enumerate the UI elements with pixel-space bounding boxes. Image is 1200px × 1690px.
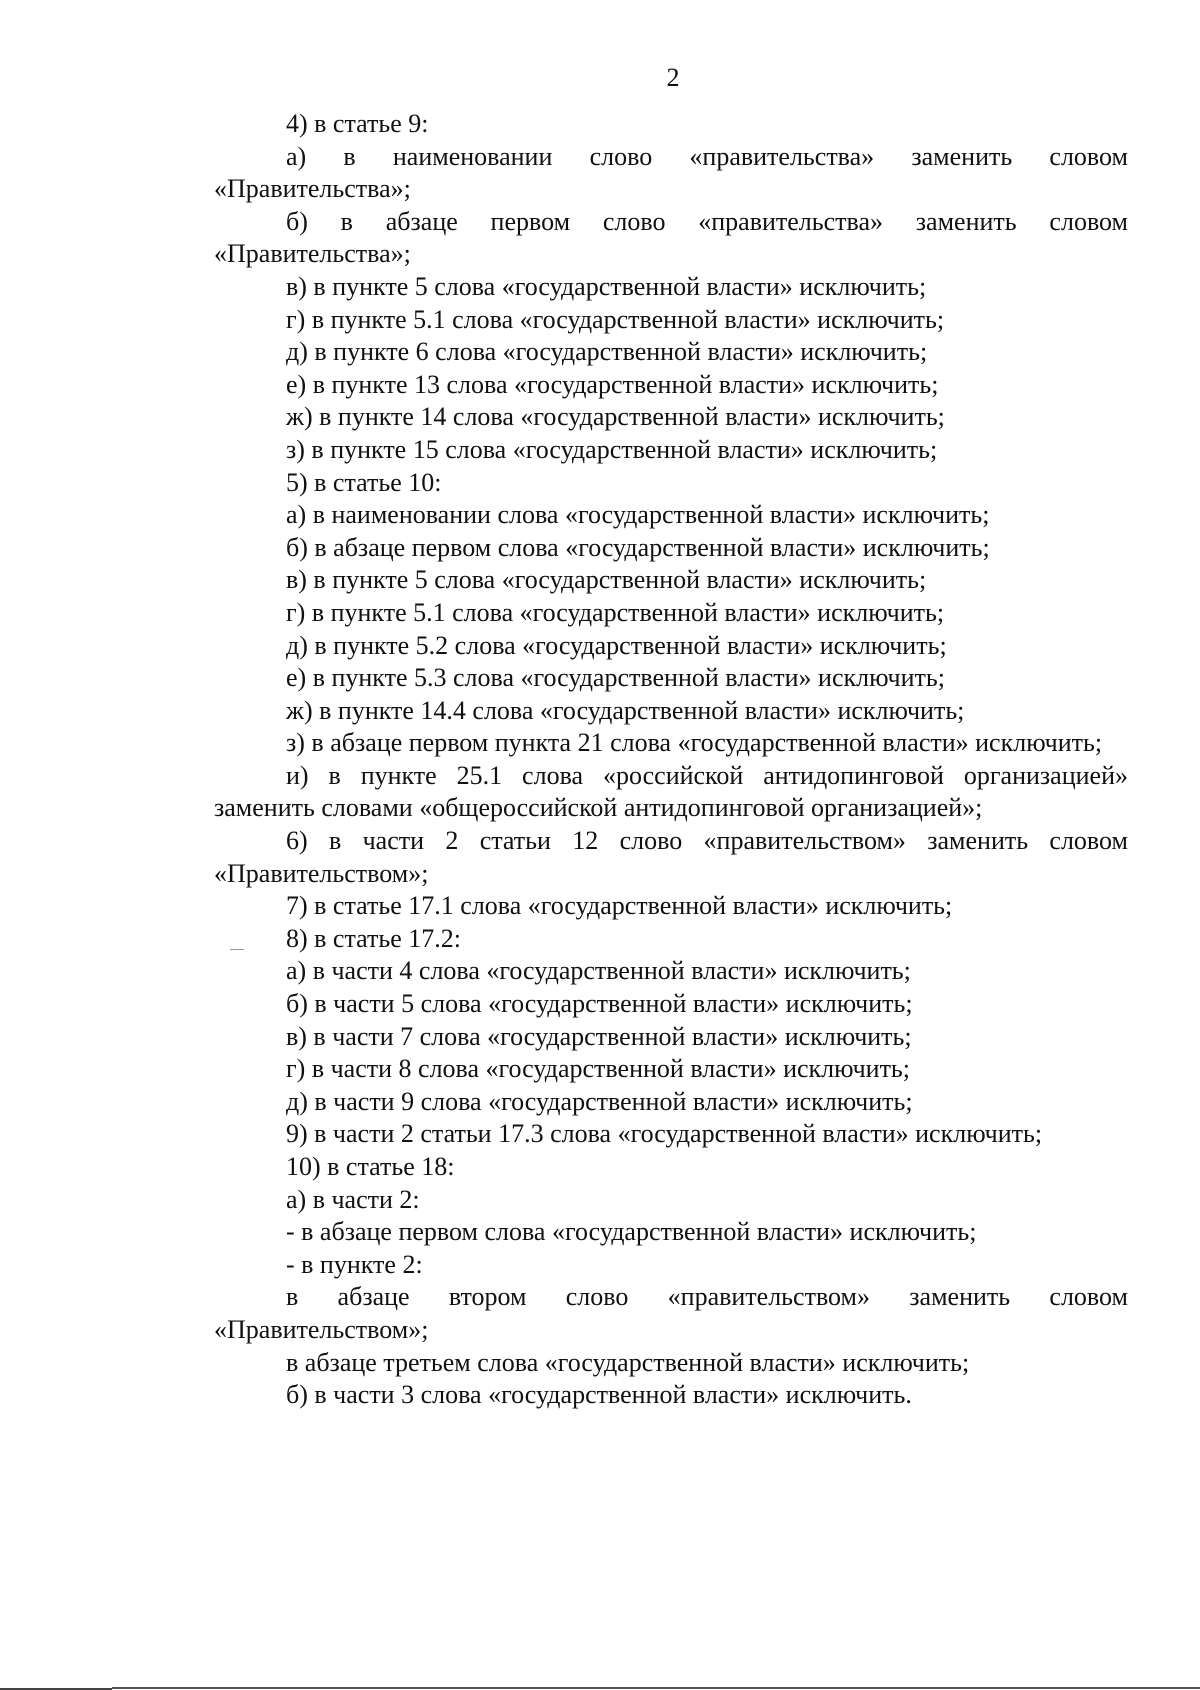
paragraph: д) в части 9 слова «государственной власти» исключить; [286,1086,913,1116]
paragraph: г) в части 8 слова «государственной власти» исключить; [286,1054,911,1084]
paragraph: з) в абзаце первом пункта 21 слова «государственной власти» исключить; [286,728,1103,758]
paragraph: 8) в статье 17.2: [286,923,462,953]
paragraph: 9) в части 2 статьи 17.3 слова «государственной власти» исключить; [286,1119,1043,1149]
paragraph: и) в пункте 25.1 слова «российской антидопинговой организацией» заменить словами «общероссийской антидопинговой организацией»; [214,760,1128,823]
paragraph: д) в пункте 5.2 слова «государственной власти» исключить; [286,630,947,660]
paragraph: г) в пункте 5.1 слова «государственной власти» исключить; [286,597,945,627]
paragraph: 4) в статье 9: [286,109,429,138]
paragraph: 6) в части 2 статьи 12 слово «правительством» заменить словом «Правительством»; [214,826,1128,888]
paragraph: в абзаце третьем слова «государственной власти» исключить; [286,1347,970,1377]
paragraph: в абзаце втором слово «правительством» заменить словом «Правительством»; [214,1282,1128,1344]
scan-artifact-mark [230,949,244,950]
paragraph: ж) в пункте 14 слова «государственной власти» исключить; [286,402,945,432]
paragraph: а) в части 2: [286,1184,420,1214]
paragraph: з) в пункте 15 слова «государственной власти» исключить; [286,434,938,464]
paragraph: е) в пункте 13 слова «государственной власти» исключить; [286,369,939,399]
paragraph: - в пункте 2: [286,1249,423,1279]
paragraph: в) в части 7 слова «государственной власти» исключить; [286,1021,912,1051]
paragraph: е) в пункте 5.3 слова «государственной власти» исключить; [286,663,945,693]
paragraph: ж) в пункте 14.4 слова «государственной власти» исключить; [286,695,965,725]
paragraph: б) в части 5 слова «государственной власти» исключить; [286,989,913,1019]
paragraph: д) в пункте 6 слова «государственной власти» исключить; [286,337,928,367]
paragraph: а) в наименовании слово «правительства» заменить словом «Правительства»; [214,141,1128,204]
paragraph: б) в части 3 слова «государственной власти» исключить. [286,1380,912,1410]
paragraph: в) в пункте 5 слова «государственной власти» исключить; [286,565,927,595]
paragraph: 7) в статье 17.1 слова «государственной власти» исключить; [286,891,953,921]
paragraph: 5) в статье 10: [286,467,442,497]
page-number: 2 [666,63,680,92]
paragraph: - в абзаце первом слова «государственной власти» исключить; [286,1217,977,1247]
document-body [214,108,1128,1412]
paragraph: а) в наименовании слова «государственной власти» исключить; [286,500,990,530]
paragraph: 10) в статье 18: [286,1152,455,1181]
paragraph: а) в части 4 слова «государственной власти» исключить; [286,956,911,986]
paragraph: г) в пункте 5.1 слова «государственной власти» исключить; [286,304,945,334]
scan-edge-line [112,1687,1200,1689]
paragraph: б) в абзаце первом слово «правительства» заменить словом «Правительства»; [214,206,1128,269]
paragraph: б) в абзаце первом слова «государственной власти» исключить; [286,532,990,562]
paragraph: в) в пункте 5 слова «государственной власти» исключить; [286,271,927,301]
